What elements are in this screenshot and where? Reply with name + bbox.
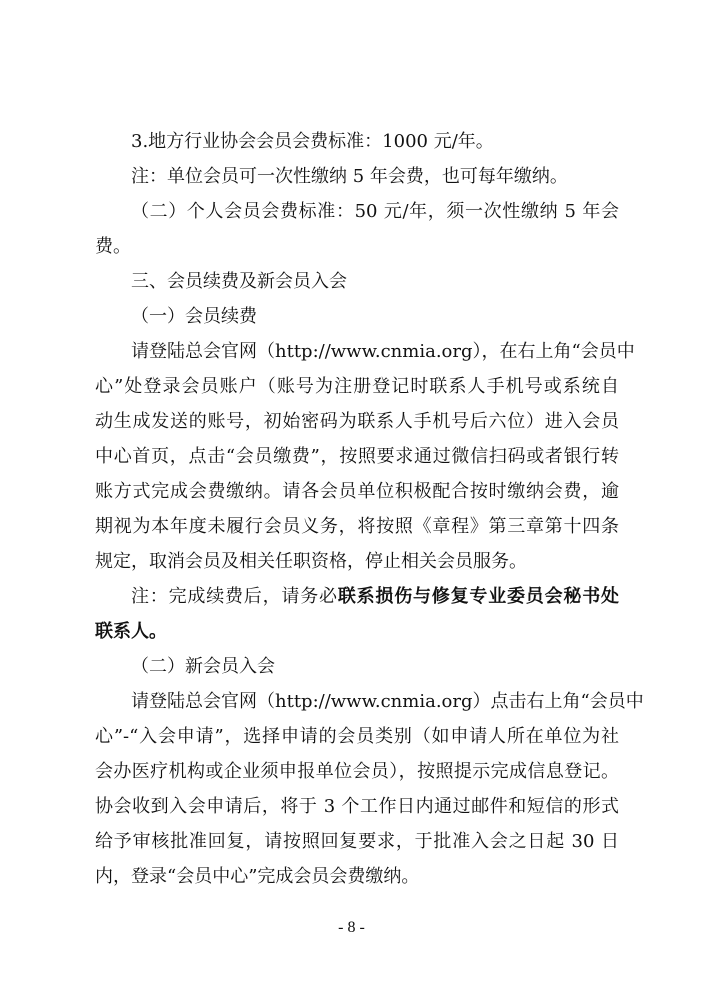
new-member-paragraph-line-5: 给予审核批准回复，请按照回复要求，于批准入会之日起 30 日: [95, 831, 619, 852]
page-number: - 8 -: [338, 919, 365, 936]
renewal-paragraph-line-6: 期视为本年度未履行会员义务，将按照《章程》第三章第十四条: [95, 516, 619, 537]
note-contact-line-1: [131, 585, 619, 611]
note-unit-member-line: 注：单位会员可一次性缴纳 5 年会费，也可每年缴纳。: [131, 166, 568, 187]
fee-local-association-line: 3.地方行业协会会员会费标准：1000 元/年。: [131, 131, 494, 152]
new-member-paragraph-line-3: 会办医疗机构或企业须申报单位会员），按照提示完成信息登记。: [95, 761, 619, 782]
renewal-paragraph-line-5: 账方式完成会费缴纳。请各会员单位积极配合按时缴纳会费，逾: [95, 481, 619, 502]
new-member-paragraph-line-1: 请登陆总会官网（http://www.cnmia.org）点击右上角“会员中: [131, 691, 644, 712]
new-member-paragraph-line-6: 内，登录“会员中心”完成会员会费缴纳。: [95, 866, 420, 887]
renewal-heading: （一）会员续费: [131, 306, 257, 327]
renewal-paragraph-line-7: 规定，取消会员及相关任职资格，停止相关会员服务。: [95, 551, 527, 572]
personal-fee-line-2: 费。: [95, 236, 131, 257]
note-contact-line-2: 联系人。: [95, 621, 167, 642]
renewal-paragraph-line-2: 心”处登录会员账户（账号为注册登记时联系人手机号或系统自: [95, 376, 619, 397]
renewal-paragraph-line-4: 中心首页，点击“会员缴费”，按照要求通过微信扫码或者银行转: [95, 446, 619, 467]
renewal-paragraph-line-3: 动生成发送的账号，初始密码为联系人手机号后六位）进入会员: [95, 411, 619, 432]
note-contact-prefix: 注：完成续费后，请务必: [131, 586, 338, 607]
section-3-heading: 三、会员续费及新会员入会: [131, 271, 347, 292]
new-member-heading: （二）新会员入会: [131, 656, 275, 677]
new-member-paragraph-line-2: 心”-“入会申请”，选择申请的会员类别（如申请人所在单位为社: [95, 726, 619, 747]
personal-fee-line-1: （二）个人会员会费标准：50 元/年，须一次性缴纳 5 年会: [131, 201, 619, 222]
new-member-paragraph-line-4: 协会收到入会申请后，将于 3 个工作日内通过邮件和短信的形式: [95, 796, 619, 817]
renewal-paragraph-line-1: 请登陆总会官网（http://www.cnmia.org），在右上角“会员中: [131, 341, 635, 362]
note-contact-bold: 联系损伤与修复专业委员会秘书处: [337, 586, 620, 607]
